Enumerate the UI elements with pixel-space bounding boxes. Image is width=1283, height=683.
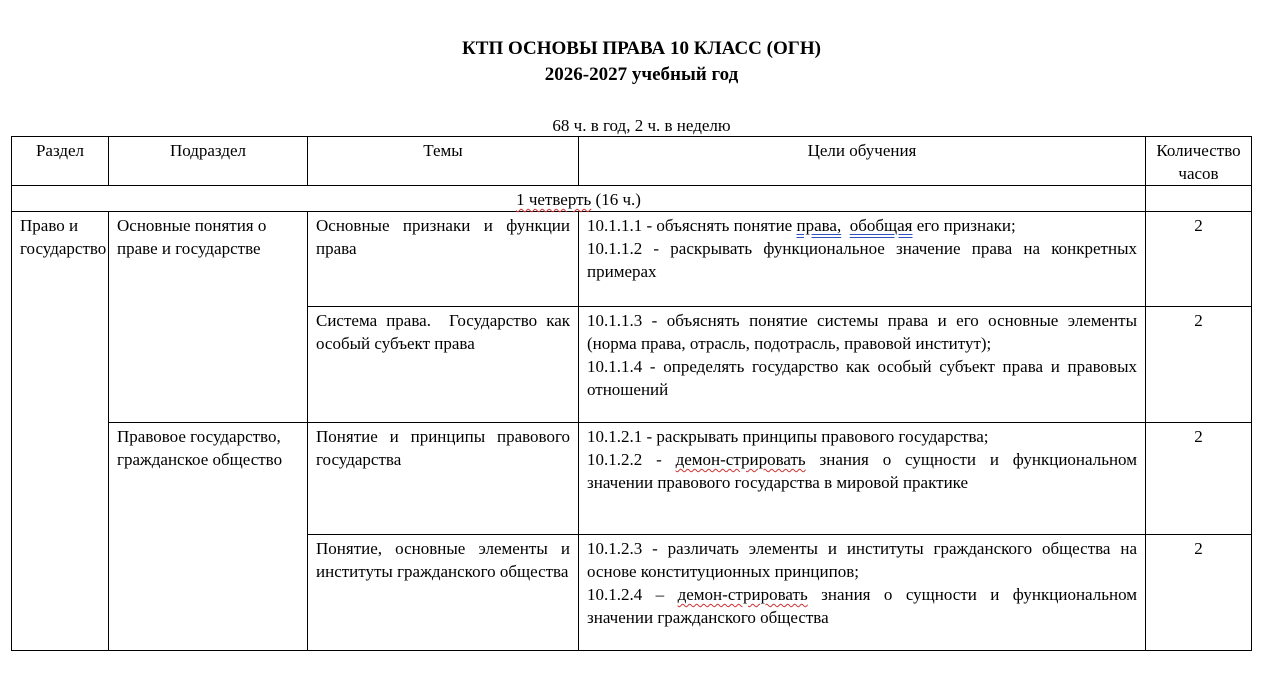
- goal-text-marked: демон-стрировать: [677, 585, 808, 604]
- table-header-row: [12, 137, 1252, 186]
- hours-cell: 2: [1146, 423, 1252, 535]
- topic-cell: Понятие и принципы правового государства: [308, 423, 579, 535]
- goal-item: [587, 214, 1137, 237]
- quarter-title: 1 четверть: [516, 190, 592, 209]
- goal-item: [587, 583, 1137, 629]
- quarter-hours: (16 ч.): [595, 190, 641, 209]
- table-row: [12, 423, 1252, 535]
- header-topics: Темы: [308, 137, 579, 186]
- goal-item: 10.1.1.3 - объяснять понятие системы права и его основные элементы (норма права, отрасль, подотрасль, правовой институт);: [587, 311, 1137, 353]
- title-line-1: КТП ОСНОВЫ ПРАВА 10 КЛАСС (ОГН): [462, 38, 821, 59]
- header-subsection: Подраздел: [109, 137, 308, 186]
- ktp-table: [11, 136, 1252, 651]
- goal-item: 10.1.2.3 - различать элементы и институты гражданского общества на основе конституционных принципов;: [587, 539, 1137, 581]
- subsection-cell-2: Правовое государство, гражданское общество: [109, 423, 308, 651]
- goal-text: 10.1.2.4 –: [587, 585, 678, 604]
- topic-cell: Основные признаки и функции права: [308, 212, 579, 307]
- goals-cell: [579, 423, 1146, 535]
- goal-item: 10.1.2.1 - раскрывать принципы правового государства;: [587, 427, 989, 446]
- goals-cell: [579, 212, 1146, 307]
- header-hours: Количество часов: [1146, 137, 1252, 186]
- text-cursor: [1251, 532, 1252, 550]
- goal-text: знания о сущности и функциональном значении правового государства в мировой практике: [587, 450, 1137, 492]
- goal-text: 10.1.1.1 - объяснять понятие: [587, 216, 797, 235]
- goal-text: его признаки;: [912, 216, 1016, 235]
- title-line-2: 2026-2027 учебный год: [544, 64, 739, 85]
- goal-text-marked: обобщая: [849, 216, 913, 235]
- table-row: [12, 212, 1252, 307]
- topic-cell: Понятие, основные элементы и институты гражданского общества: [308, 535, 579, 651]
- subsection-cell-1: Основные понятия о праве и государстве: [109, 212, 308, 423]
- goal-text: 10.1.2.2 -: [587, 450, 676, 469]
- goals-cell: [579, 307, 1146, 423]
- goal-item: [587, 448, 1137, 494]
- goal-text-space: [841, 216, 850, 235]
- goal-text-marked: права,: [796, 216, 842, 235]
- goal-text: знания о сущности и функциональном значении гражданского общества: [587, 585, 1138, 627]
- goal-item: 10.1.1.2 - раскрывать функциональное значение права на конкретных примерах: [587, 239, 1137, 281]
- quarter-label: [12, 186, 1146, 212]
- goal-item: 10.1.1.4 - определять государство как особый субъект права и правовых отношений: [587, 357, 1137, 399]
- header-section: Раздел: [12, 137, 109, 186]
- hours-summary: 68 ч. в год, 2 ч. в неделю: [552, 116, 731, 135]
- quarter-hours-cell: [1146, 186, 1252, 212]
- goal-text-marked: демон-стрировать: [675, 450, 806, 469]
- goals-cell: [579, 535, 1146, 651]
- document-title: [0, 36, 1283, 88]
- topic-cell: Система права. Государство как особый субъект права: [308, 307, 579, 423]
- hours-cell: 2: [1146, 307, 1252, 423]
- header-goals: Цели обучения: [579, 137, 1146, 186]
- section-cell: Право и государство: [12, 212, 109, 651]
- hours-cell: 2: [1146, 535, 1252, 651]
- hours-cell: 2: [1146, 212, 1252, 307]
- quarter-row: [12, 186, 1252, 212]
